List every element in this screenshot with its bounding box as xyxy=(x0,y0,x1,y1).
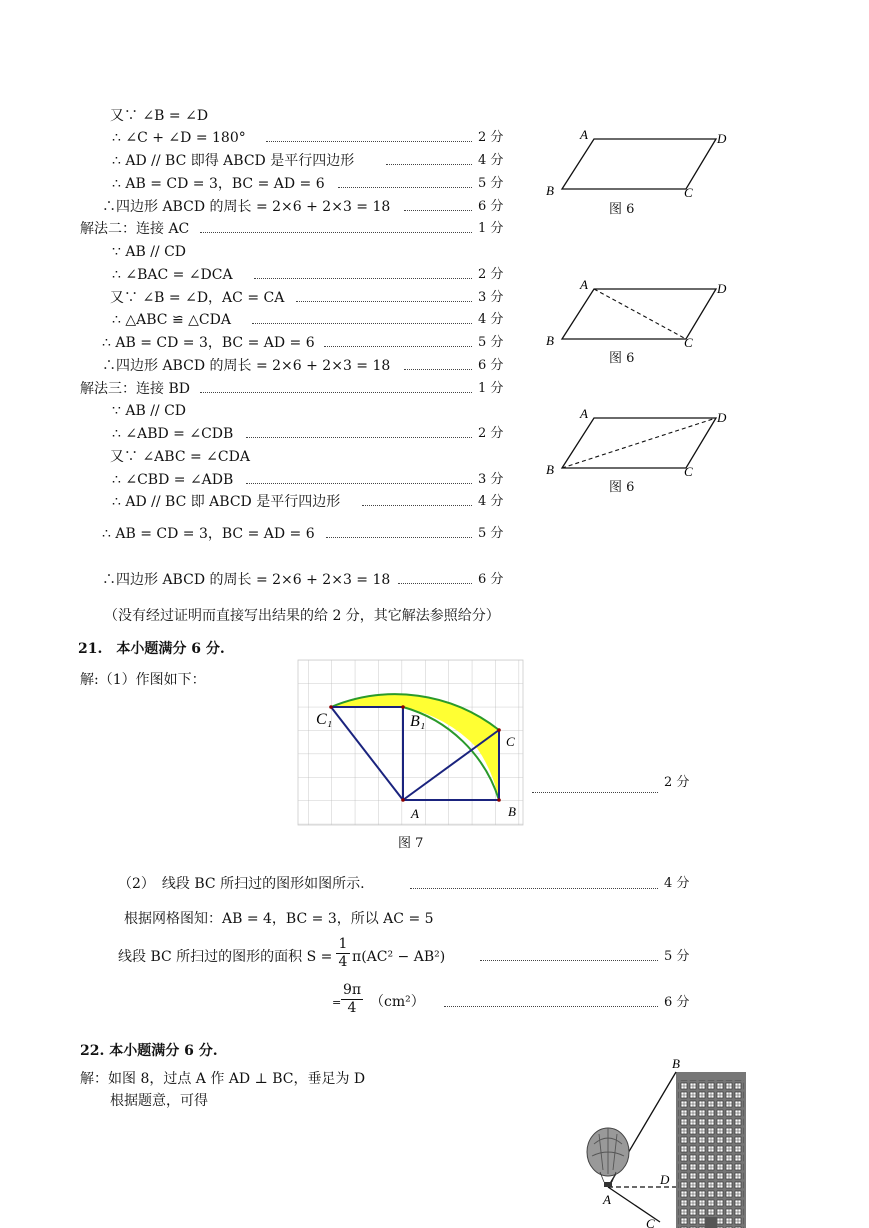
score: 3 分 xyxy=(478,472,504,487)
label-a: A xyxy=(580,277,588,292)
label-b: B xyxy=(546,183,554,198)
score: 1 分 xyxy=(478,221,504,236)
label-a: A xyxy=(411,806,419,821)
score: 6 分 xyxy=(478,358,504,373)
score: 2 分 xyxy=(664,775,690,790)
label-c1: C₁ xyxy=(316,711,333,728)
label-c: C xyxy=(684,185,693,200)
q21-part1: 解:（1）作图如下： xyxy=(80,672,206,688)
label-b1: B₁ xyxy=(410,713,426,730)
score: 4 分 xyxy=(478,153,504,168)
line-3: ∴ AD // BC 即得 ABCD 是平行四边形 xyxy=(112,153,355,169)
score: 6 分 xyxy=(664,995,690,1010)
note: （没有经过证明而直接写出结果的给 2 分，其它解法参照给分） xyxy=(104,608,500,624)
score: 5 分 xyxy=(478,176,504,191)
equals: = xyxy=(332,996,342,1009)
label-c: C xyxy=(684,335,693,350)
score: 5 分 xyxy=(478,335,504,350)
label-b: B xyxy=(508,804,516,819)
score: 2 分 xyxy=(478,130,504,145)
line-20: ∴四边形 ABCD 的周长 = 2×6 + 2×3 = 18 xyxy=(102,572,391,588)
label-d: D xyxy=(660,1172,670,1187)
figure-6-b xyxy=(540,275,740,370)
line-18: ∴ AD // BC 即 ABCD 是平行四边形 xyxy=(112,494,341,510)
label-c: C xyxy=(684,464,693,479)
score: 5 分 xyxy=(664,949,690,964)
label-b: B xyxy=(672,1056,680,1071)
figure-6-caption: 图 6 xyxy=(609,351,635,366)
line-8: ∴ ∠BAC = ∠DCA xyxy=(112,267,233,283)
line-2: ∴ ∠C + ∠D = 180° xyxy=(112,130,246,146)
label-d: D xyxy=(717,410,727,425)
line-1: 又∵ ∠B = ∠D xyxy=(110,108,209,124)
label-d: D xyxy=(717,281,727,296)
figure-6-caption: 图 6 xyxy=(609,480,635,495)
unit: （cm²） xyxy=(370,994,425,1010)
figure-7 xyxy=(298,660,530,830)
label-c: C xyxy=(506,734,515,749)
q21-area-prefix: 线段 BC 所扫过的图形的面积 S = xyxy=(118,949,333,965)
score: 3 分 xyxy=(478,290,504,305)
label-b: B xyxy=(546,462,554,477)
q21-area-suffix: π(AC² − AB²) xyxy=(352,949,446,965)
figure-6-c xyxy=(540,404,740,499)
label-a: A xyxy=(580,127,588,142)
line-7: ∵ AB // CD xyxy=(112,244,187,260)
line-5: ∴四边形 ABCD 的周长 = 2×6 + 2×3 = 18 xyxy=(102,199,391,215)
q21-part2: （2） 线段 BC 所扫过的图形如图所示. xyxy=(118,876,365,892)
line-10: ∴ △ABC ≌ △CDA xyxy=(112,312,231,328)
line-12: ∴四边形 ABCD 的周长 = 2×6 + 2×3 = 18 xyxy=(102,358,391,374)
score: 4 分 xyxy=(664,876,690,891)
figure-8 xyxy=(580,1052,755,1228)
score: 2 分 xyxy=(478,426,504,441)
line-6: 解法二：连接 AC xyxy=(80,221,190,237)
q22-heading: 22. 本小题满分 6 分. xyxy=(80,1043,218,1059)
score: 6 分 xyxy=(478,199,504,214)
line-19: ∴ AB = CD = 3，BC = AD = 6 xyxy=(102,526,315,542)
line-17: ∴ ∠CBD = ∠ADB xyxy=(112,472,234,488)
q22-line1: 解：如图 8，过点 A 作 AD ⊥ BC，垂足为 D xyxy=(80,1071,366,1087)
score: 1 分 xyxy=(478,381,504,396)
label-b: B xyxy=(546,333,554,348)
line-16: 又∵ ∠ABC = ∠CDA xyxy=(110,449,250,465)
line-13: 解法三：连接 BD xyxy=(80,381,190,397)
line-9: 又∵ ∠B = ∠D，AC = CA xyxy=(110,290,285,306)
label-c: C xyxy=(646,1216,655,1228)
line-11: ∴ AB = CD = 3，BC = AD = 6 xyxy=(102,335,315,351)
figure-6-caption: 图 6 xyxy=(609,202,635,217)
q21-part3: 根据网格图知：AB = 4，BC = 3，所以 AC = 5 xyxy=(124,911,434,927)
label-a: A xyxy=(580,406,588,421)
label-d: D xyxy=(717,131,727,146)
q22-line2: 根据题意，可得 xyxy=(110,1093,208,1109)
score: 6 分 xyxy=(478,572,504,587)
figure-7-caption: 图 7 xyxy=(398,836,424,851)
line-15: ∴ ∠ABD = ∠CDB xyxy=(112,426,234,442)
score: 2 分 xyxy=(478,267,504,282)
q21-heading: 21. 本小题满分 6 分. xyxy=(78,641,225,657)
line-4: ∴ AB = CD = 3，BC = AD = 6 xyxy=(112,176,325,192)
score: 4 分 xyxy=(478,312,504,327)
score: 4 分 xyxy=(478,494,504,509)
fraction-1-4: 1 4 xyxy=(336,936,350,971)
fraction-9pi-4: 9π 4 xyxy=(342,982,362,1016)
figure-6-a xyxy=(540,125,740,220)
label-a: A xyxy=(603,1192,611,1207)
score: 5 分 xyxy=(478,526,504,541)
line-14: ∵ AB // CD xyxy=(112,403,187,419)
